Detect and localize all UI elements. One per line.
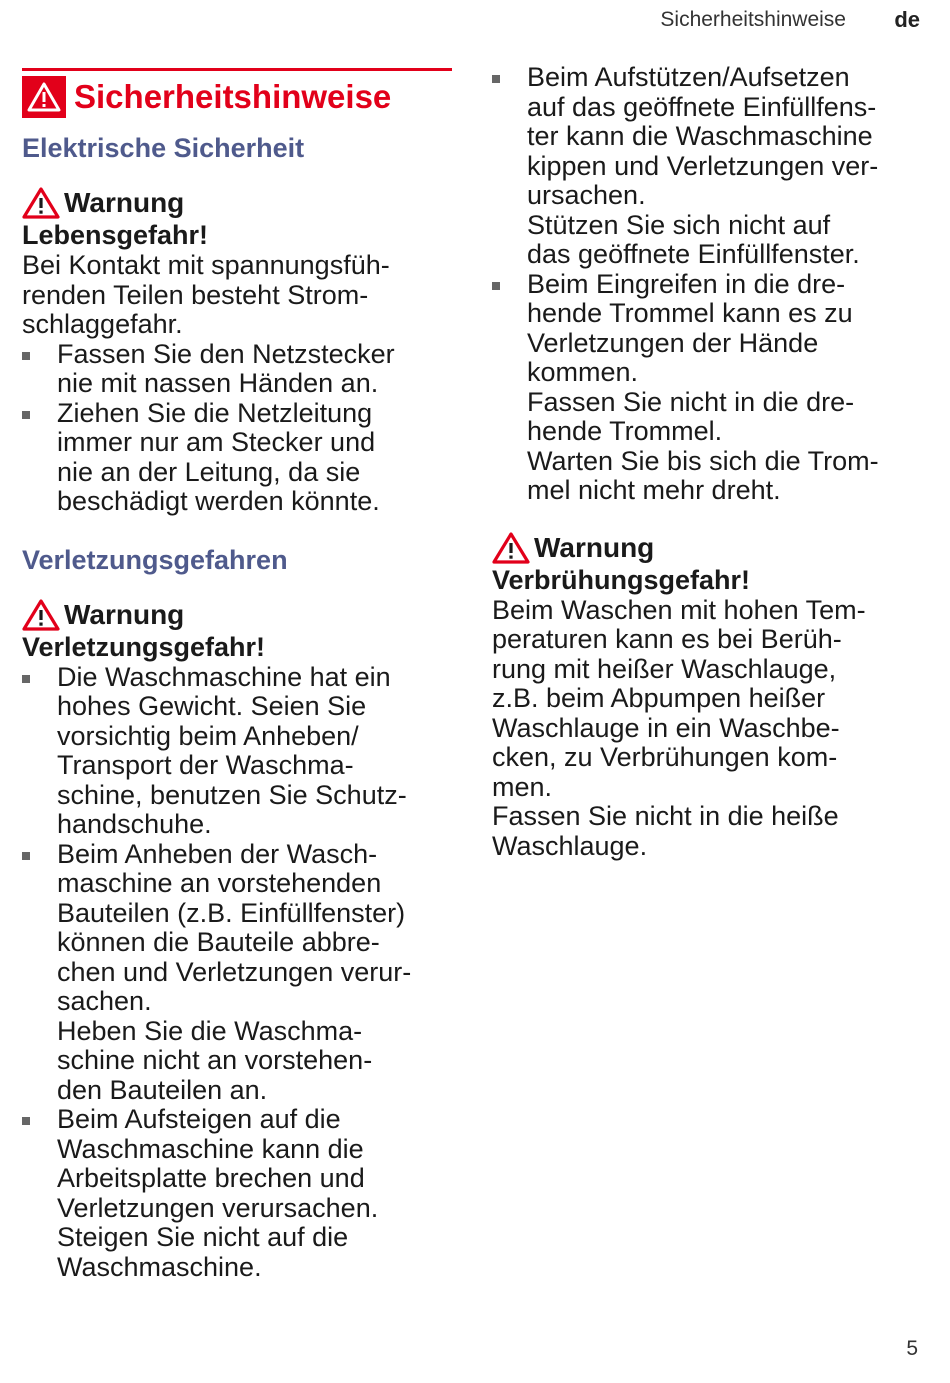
warning-label: Warnung	[534, 531, 655, 563]
bullet-list	[22, 663, 452, 1283]
warning-triangle-icon	[22, 599, 60, 631]
list-item: Beim Eingreifen in die dre- hende Trommel kann es zu Verletzungen der Hände kommen. Fassen Sie nicht in die dre- hende Trommel. Warten Sie bis sich die Trom- mel nicht mehr dreht.	[492, 270, 922, 506]
bullet-square-icon	[22, 411, 30, 419]
list-item: Beim Aufsteigen auf die Waschmaschine kann die Arbeitsplatte brechen und Verletzungen verursachen. Steigen Sie nicht auf die Waschmaschine.	[22, 1105, 452, 1282]
main-title-row	[22, 68, 452, 119]
section-heading-elektrisch: Elektrische Sicherheit	[22, 133, 305, 163]
section-heading-verletzung: Verletzungsgefahren	[22, 544, 288, 575]
list-item: Ziehen Sie die Netzleitung immer nur am Stecker und nie an der Leitung, da sie beschädigt werden könnte.	[22, 399, 452, 517]
list-item: Beim Anheben der Wasch- maschine an vorstehenden Bauteilen (z.B. Einfüllfenster) können die Bauteile abbre- chen und Verletzungen verur- sachen. Heben Sie die Waschma- schine nicht an vorstehen- den Bauteilen an.	[22, 840, 452, 1106]
right-column	[492, 63, 922, 861]
warning-label: Warnung	[64, 598, 185, 630]
header-section-title: Sicherheitshinweise	[660, 8, 846, 31]
warning-label-row	[492, 532, 922, 564]
bullet-list	[22, 340, 452, 517]
bullet-square-icon	[22, 675, 30, 683]
warning-triangle-icon	[22, 187, 60, 219]
bullet-square-icon	[492, 282, 500, 290]
warning-triangle-icon	[22, 76, 66, 118]
warning-title: Verbrühungsgefahr!	[492, 564, 751, 595]
bullet-square-icon	[22, 852, 30, 860]
warning-triangle-icon	[492, 532, 530, 564]
list-item: Die Waschmaschine hat ein hohes Gewicht. Seien Sie vorsichtig beim Anheben/ Transport der Waschma- schine, benutzen Sie Schutz- handschuhe.	[22, 663, 452, 840]
warning-title: Lebensgefahr!	[22, 220, 209, 250]
bullet-square-icon	[22, 352, 30, 360]
warning-title: Verletzungsgefahr!	[22, 631, 266, 662]
bullet-square-icon	[22, 1117, 30, 1125]
warning-label: Warnung	[64, 187, 185, 218]
warning-text: Bei Kontakt mit spannungsfüh- renden Teilen besteht Strom- schlaggefahr.	[22, 250, 390, 339]
header-language: de	[894, 7, 920, 32]
list-item: Beim Aufstützen/Aufsetzen auf das geöffnete Einfüllfens- ter kann die Waschmaschine kippen und Verletzungen ver- ursachen. Stützen Sie sich nicht auf das geöffnete Einfüllfenster.	[492, 63, 922, 270]
left-column	[22, 68, 452, 1282]
page-title: Sicherheitshinweise	[74, 78, 392, 115]
warning-label-row	[22, 187, 452, 219]
warning-label-row	[22, 599, 452, 631]
page-number: 5	[906, 1337, 918, 1360]
warning-text: Beim Waschen mit hohen Tem- peraturen kann es bei Berüh- rung mit heißer Waschlauge, z.B. beim Abpumpen heißer Waschlauge in ein Waschbe- cken, zu Verbrühungen kom- men. Fassen Sie nicht in die heiße Waschlauge.	[492, 594, 866, 861]
bullet-square-icon	[492, 75, 500, 83]
bullet-list	[492, 63, 922, 506]
list-item: Fassen Sie den Netzstecker nie mit nassen Händen an.	[22, 340, 452, 399]
